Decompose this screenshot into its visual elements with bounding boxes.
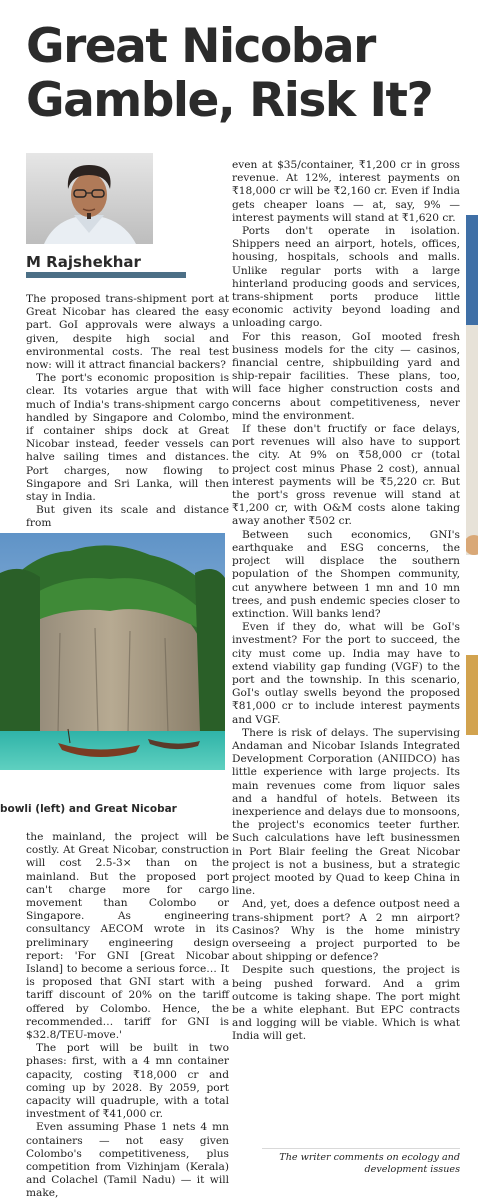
article-column-a bbox=[26, 293, 229, 531]
paragraph: And, yet, does a defence outpost need a trans-shipment port? A 2 mn airport? Casinos? Why is the home ministry overseeing a project purported to be about shipping or defence? bbox=[232, 898, 460, 964]
paragraph: But given its scale and distance from bbox=[26, 504, 229, 530]
paragraph: Between such economics, GNI's earthquake and ESG concerns, the project will displace the southern population of the Shompen community, cut anywhere between 1 mn and 10 mn trees, and push endemic species closer to extinction. Will banks lend? bbox=[232, 528, 460, 620]
adjacent-page-fragment bbox=[466, 215, 478, 735]
author-photo bbox=[26, 153, 153, 244]
author-footnote: The writer comments on ecology and development issues bbox=[279, 1152, 460, 1175]
author-portrait-image bbox=[26, 153, 153, 244]
footnote-rule bbox=[262, 1148, 460, 1149]
headline-line-2: Gamble, Risk It? bbox=[26, 73, 433, 128]
paragraph: The proposed trans-shipment port at Great Nicobar has cleared the easy part. GoI approvals were always a given, despite high social and environmental costs. The real test now: will it attract financial backers? bbox=[26, 293, 229, 372]
paragraph: If these don't fructify or face delays, port revenues will also have to support the city. At 9% on ₹58,000 cr (total project cost minus Phase 2 cost), annual interest payments will be ₹5,220 cr. But the port's gross revenue will stand at ₹1,200 cr, with O&M costs alone taking away another ₹502 cr. bbox=[232, 423, 460, 528]
paragraph: Despite such questions, the project is being pushed forward. And a grim outcome is taking shape. The port might be a white elephant. But EPC contracts and logging will be viable. Which is what India will get. bbox=[232, 964, 460, 1043]
author-byline: M Rajshekhar bbox=[26, 253, 141, 271]
paragraph: Even if they do, what will be GoI's investment? For the port to succeed, the city must come up. India may have to extend viability gap funding (VGF) to the port and the township. In this scenario, GoI's outlay swells beyond the proposed ₹81,000 cr to include interest payments and VGF. bbox=[232, 621, 460, 726]
photo-caption: bowli (left) and Great Nicobar bbox=[0, 803, 177, 815]
article-column-b bbox=[232, 159, 460, 1044]
paragraph: The port's economic proposition is clear. Its votaries argue that with much of India's trans-shipment cargo handled by Singapore and Colombo, if container ships dock at Great Nicobar instead, feeder vessels can halve sailing times and distances. Port charges, now flowing to Singapore and Sri Lanka, will then stay in India. bbox=[26, 372, 229, 504]
paragraph: Even assuming Phase 1 nets 4 mn containers — not easy given Colombo's competitiveness, plus competition from Vizhinjam (Kerala) and Colachel (Tamil Nadu) — it will make, bbox=[26, 1121, 229, 1200]
paragraph: For this reason, GoI mooted fresh business models for the city — casinos, financial centre, shipbuilding yard and ship-repair facilities. These plans, too, will face higher construction costs and concerns about competitiveness, never mind the environment. bbox=[232, 330, 460, 422]
island-photo bbox=[0, 533, 225, 770]
paragraph: even at $35/container, ₹1,200 cr in gross revenue. At 12%, interest payments on ₹18,000 cr will be ₹2,160 cr. Even if India gets cheaper loans — at, say, 9% — interest payments will stand at ₹1,620 cr. bbox=[232, 159, 460, 224]
adjacent-page-image bbox=[466, 215, 478, 735]
article-column-c bbox=[26, 831, 229, 1201]
paragraph: Ports don't operate in isolation. Shippers need an airport, hotels, offices, housing, hospitals, schools and malls. Unlike regular ports with a large hinterland producing goods and services, trans-shipment ports produce little economic activity beyond loading and unloading cargo. bbox=[232, 225, 460, 330]
headline-line-1: Great Nicobar bbox=[26, 19, 375, 74]
island-cliff-image bbox=[0, 533, 225, 770]
paragraph: the mainland, the project will be costly. At Great Nicobar, construction will cost 2.5-3× than on the mainland. But the proposed port can't charge more for cargo movement than Colombo or Singapore. As engineering consultancy AECOM wrote in its preliminary engineering design report: 'For GNI [Great Nicobar Island] to become a serious force… It is proposed that GNI start with a tariff discount of 20% on the tariff offered by Colombo. Hence, the recommended… tariff for GNI is $32.8/TEU-move.' bbox=[26, 831, 229, 1042]
paragraph: There is risk of delays. The supervising Andaman and Nicobar Islands Integrated Development Corporation (ANIIDCO) has little experience with large projects. Its main revenues come from liquor sales and a handful of hotels. Between its inexperience and delays due to monsoons, the project's economics teeter further. Such calculations have left businessmen in Port Blair feeling the Great Nicobar project is not a business, but a strategic project mooted by Quad to keep China in line. bbox=[232, 726, 460, 898]
paragraph: The port will be built in two phases: first, with a 4 mn container capacity, costing ₹18,000 cr and coming up by 2028. By 2059, port capacity will quadruple, with a total investment of ₹41,000 cr. bbox=[26, 1042, 229, 1121]
headline bbox=[26, 20, 466, 128]
byline-underline bbox=[26, 272, 186, 278]
